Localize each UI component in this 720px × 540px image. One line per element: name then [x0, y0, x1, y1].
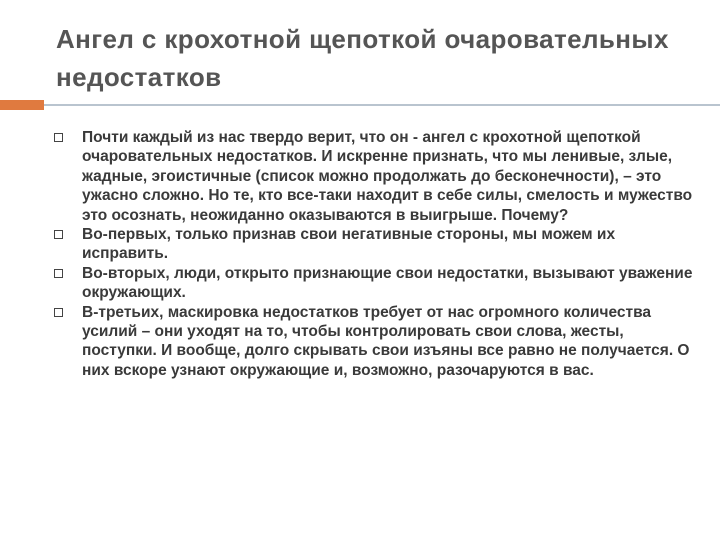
checkbox-square-icon — [54, 230, 63, 239]
checkbox-square-icon — [54, 133, 63, 142]
checkbox-square-icon — [54, 308, 63, 317]
bullet-text: Во‑первых, только признав свои негативные стороны, мы можем их исправить. — [82, 226, 616, 263]
bullet-item — [52, 303, 700, 381]
accent-block — [0, 100, 44, 110]
bullet-item — [52, 225, 700, 264]
bullet-item — [52, 128, 700, 225]
bullet-text: В‑третьих, маскировка недостатков требует от нас огромного количества усилий – они уходят на то, чтобы контролировать свои слова, жесты, поступки. И вообще, долго скрывать свои изъяны все равно не получается. О них вскоре узнают окружающие и, возможно, разочаруются в вас. — [82, 303, 690, 379]
bullet-item — [52, 264, 700, 303]
bullet-text: Во‑вторых, люди, открыто признающие свои недостатки, вызывают уважение окружающих. — [82, 264, 693, 302]
bullet-text: Почти каждый из нас твердо верит, что он - ангел с крохотной щепоткой очаровательных недостатков. И искренне признать, что мы ленивые, злые, жадные, эгоистичные (список можно продолжать до бесконечности), – это ужасно сложно. Но те, кто все-таки находит в себе силы, смелость и мужество это осознать, неожиданно оказываются в выигрыше. Почему? — [82, 129, 693, 224]
title-divider — [44, 104, 720, 106]
checkbox-square-icon — [54, 269, 63, 278]
bullet-list — [52, 128, 700, 380]
slide-title: Ангел с крохотной щепоткой очаровательных недостатков — [56, 24, 669, 92]
